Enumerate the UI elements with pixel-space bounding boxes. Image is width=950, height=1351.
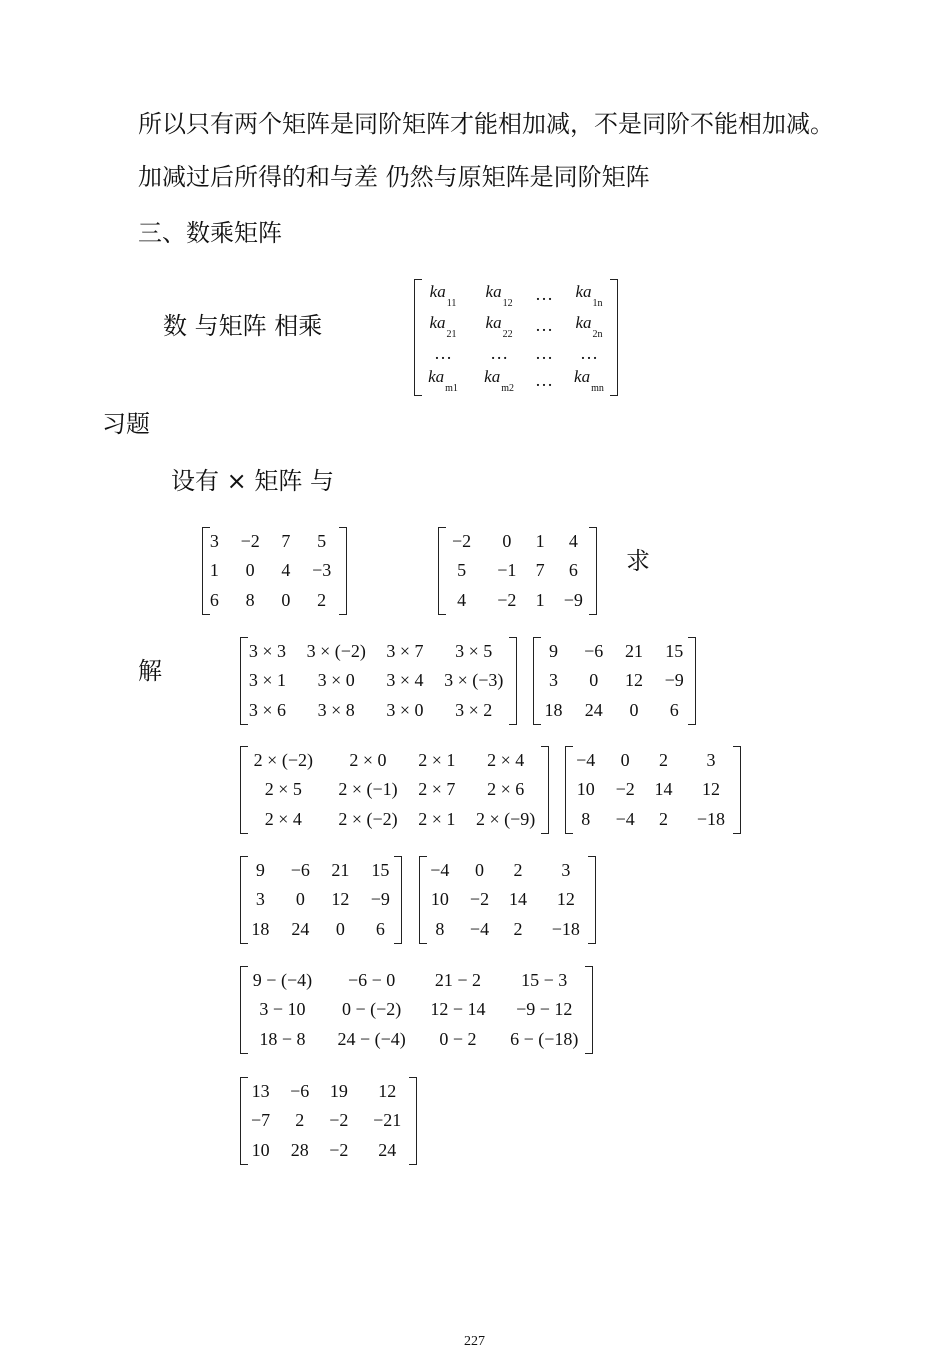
matrix-cell: 3 × 5 xyxy=(455,641,493,662)
matrix-cell: 0 xyxy=(245,560,255,581)
section-heading: 三、数乘矩阵 xyxy=(138,219,282,247)
matrix-cell xyxy=(415,365,471,396)
matrix-entry: … xyxy=(579,342,598,363)
matrix-cell: 3 × 0 xyxy=(386,699,424,720)
matrix-subscript: 11 xyxy=(446,297,457,309)
matrix-cell: −2 xyxy=(615,779,635,800)
matrix-cell: 24 xyxy=(291,918,310,939)
matrix-cell: −4 xyxy=(615,808,635,829)
matrix-cell: 3 × 7 xyxy=(386,641,424,662)
matrix-cell: −1 xyxy=(497,560,517,581)
matrix-difference-expression xyxy=(240,966,593,1054)
matrix-cell: 1 xyxy=(209,560,219,581)
exercise-heading: 习题 xyxy=(102,410,150,438)
matrix-row xyxy=(439,527,596,556)
matrix-cell xyxy=(527,365,561,396)
matrix-cell: −9 xyxy=(370,889,390,910)
matrix-cell: 15 − 3 xyxy=(521,970,568,991)
matrix-a xyxy=(202,527,347,615)
matrix-entry: ka xyxy=(428,367,445,387)
matrix-row xyxy=(203,556,346,585)
matrix-cell: 3 × 1 xyxy=(248,670,287,691)
matrix-cell: 10 xyxy=(430,889,449,910)
matrix-row xyxy=(420,915,595,944)
matrix-entry: ka xyxy=(485,312,502,332)
matrix-cell: 21 xyxy=(624,641,643,662)
matrix-row xyxy=(241,775,548,804)
matrix-subscript: 21 xyxy=(446,328,457,340)
matrix-cell: 21 − 2 xyxy=(434,970,481,991)
matrix-cell: 2 × (−2) xyxy=(338,808,398,829)
matrix-row xyxy=(241,856,401,885)
matrix-cell xyxy=(561,365,617,396)
matrix-cell: 3 × 3 xyxy=(248,641,287,662)
matrix-cell: 2 × 7 xyxy=(418,779,456,800)
matrix-cell: 0 xyxy=(620,750,630,771)
matrix-cell: 6 xyxy=(669,699,679,720)
matrix-row xyxy=(203,527,346,556)
matrix-cell: 2 × 0 xyxy=(349,750,387,771)
matrix-cell: −18 xyxy=(696,808,726,829)
matrix-cell xyxy=(527,341,561,364)
matrix-row xyxy=(439,556,596,585)
matrix-cell: −6 xyxy=(290,860,310,881)
matrix-cell: 5 xyxy=(457,560,467,581)
matrix-cell: 3 × 2 xyxy=(455,699,493,720)
matrix-subscript: 2n xyxy=(592,328,603,340)
matrix-cell: 0 xyxy=(502,531,512,552)
matrix-cell: 12 xyxy=(378,1081,397,1102)
matrix-cell: −7 xyxy=(250,1110,271,1131)
matrix-row xyxy=(439,586,596,615)
matrix-cell: 24 xyxy=(378,1139,397,1160)
matrix-cell: 4 xyxy=(457,589,467,610)
matrix-cell: 2 × 4 xyxy=(487,750,525,771)
matrix-2b-expression xyxy=(240,746,549,834)
matrix-cell: 6 xyxy=(209,589,219,610)
matrix-cell: 2 × (−1) xyxy=(338,779,398,800)
matrix-entry: ka xyxy=(575,312,592,332)
matrix-subscript: m1 xyxy=(445,383,458,395)
matrix-row xyxy=(241,966,592,995)
matrix-cell: 2 xyxy=(658,750,668,771)
matrix-cell: 3 × (−3) xyxy=(444,670,504,691)
matrix-cell: 3 xyxy=(561,860,571,881)
matrix-entry: ka xyxy=(575,281,592,301)
matrix-row xyxy=(566,805,740,834)
matrix-cell: 14 xyxy=(654,779,673,800)
matrix-cell: 3 × 4 xyxy=(386,670,424,691)
matrix-cell: 0 xyxy=(589,670,599,691)
matrix-row xyxy=(420,856,595,885)
matrix-cell: 15 xyxy=(371,860,390,881)
matrix-cell: 1 xyxy=(535,589,545,610)
problem-statement: 设有 × 矩阵 与 xyxy=(171,467,334,495)
matrix-row xyxy=(241,1025,592,1054)
matrix-cell: −6 xyxy=(584,641,604,662)
matrix-cell: 10 xyxy=(251,1139,270,1160)
matrix-cell: 7 xyxy=(281,531,291,552)
matrix-entry: ka xyxy=(429,312,446,332)
matrix-cell: 8 xyxy=(435,918,445,939)
matrix-cell: 7 xyxy=(535,560,545,581)
matrix-cell: 0 xyxy=(475,860,484,881)
matrix-cell: 8 xyxy=(581,808,591,829)
matrix-cell: 12 xyxy=(624,670,643,691)
matrix-3a-expression xyxy=(240,637,517,725)
matrix-cell: 2 xyxy=(513,918,523,939)
matrix-entry: ka xyxy=(574,367,591,387)
matrix-difference-left xyxy=(240,856,402,944)
matrix-subscript: 12 xyxy=(502,297,513,309)
matrix-cell: 2 × (−2) xyxy=(253,750,313,771)
matrix-cell: 6 − (−18) xyxy=(510,1028,579,1049)
matrix-row xyxy=(241,805,548,834)
matrix-cell: 12 xyxy=(331,889,350,910)
matrix-entry: … xyxy=(434,342,453,363)
matrix-cell: 12 xyxy=(701,779,720,800)
matrix-row xyxy=(241,746,548,775)
matrix-cell xyxy=(415,341,471,364)
matrix-cell: 9 − (−4) xyxy=(252,970,313,991)
matrix-cell: 4 xyxy=(568,531,578,552)
matrix-cell: 2 × 5 xyxy=(264,779,302,800)
matrix-cell: 21 xyxy=(331,860,350,881)
matrix-row xyxy=(203,586,346,615)
matrix-cell: 18 xyxy=(251,918,270,939)
matrix-cell: 6 xyxy=(375,918,385,939)
matrix-row xyxy=(241,637,516,666)
matrix-cell: 2 × 1 xyxy=(418,750,456,771)
matrix-subscript: 22 xyxy=(502,328,513,340)
matrix-cell: 4 xyxy=(281,560,291,581)
matrix-cell xyxy=(471,341,527,364)
matrix-cell xyxy=(415,279,471,310)
matrix-entry: ka xyxy=(485,281,502,301)
matrix-cell xyxy=(561,310,617,341)
matrix-cell: −3 xyxy=(312,560,332,581)
matrix-cell: 0 xyxy=(335,918,345,939)
matrix-cell: −2 xyxy=(469,889,490,910)
matrix-row xyxy=(534,637,695,666)
matrix-cell: −2 xyxy=(452,531,472,552)
matrix-cell: 3 xyxy=(255,889,265,910)
matrix-cell: −2 xyxy=(240,531,260,552)
matrix-b xyxy=(438,527,597,615)
matrix-cell: 12 − 14 xyxy=(430,999,486,1020)
matrix-cell: 3 × (−2) xyxy=(306,641,366,662)
matrix-cell: 24 xyxy=(584,699,603,720)
matrix-row xyxy=(415,310,617,341)
matrix-row xyxy=(241,1136,416,1165)
matrix-cell xyxy=(471,279,527,310)
ask-label: 求 xyxy=(626,547,650,575)
matrix-cell: −2 xyxy=(329,1110,349,1131)
scalar-label: 数 与矩阵 相乘 xyxy=(163,312,323,340)
matrix-entry: … xyxy=(535,315,553,336)
matrix-row xyxy=(241,915,401,944)
matrix-cell: 2 × 1 xyxy=(418,808,456,829)
matrix-cell xyxy=(415,310,471,341)
scalar-matrix xyxy=(414,279,618,396)
matrix-cell xyxy=(471,365,527,396)
matrix-row xyxy=(420,885,595,914)
matrix-cell: 9 xyxy=(548,641,558,662)
matrix-difference-right xyxy=(419,856,596,944)
matrix-cell: 13 xyxy=(251,1081,270,1102)
matrix-subscript: m2 xyxy=(501,383,514,395)
solution-label: 解 xyxy=(138,657,162,685)
matrix-cell: 3 × 8 xyxy=(317,699,355,720)
matrix-cell xyxy=(527,279,561,310)
matrix-cell: 12 xyxy=(556,889,575,910)
matrix-entry: ka xyxy=(484,367,501,387)
matrix-cell: 24 − (−4) xyxy=(337,1028,406,1049)
matrix-entry: … xyxy=(535,369,553,390)
matrix-cell xyxy=(561,279,617,310)
matrix-row xyxy=(415,365,617,396)
matrix-row xyxy=(415,341,617,364)
matrix-cell: 3 − 10 xyxy=(259,999,306,1020)
matrix-final-result xyxy=(240,1077,417,1165)
matrix-row xyxy=(241,1106,416,1135)
matrix-row xyxy=(566,746,740,775)
matrix-cell: −2 xyxy=(497,589,517,610)
matrix-cell: 10 xyxy=(576,779,595,800)
matrix-cell: 0 xyxy=(295,889,305,910)
matrix-cell: 5 xyxy=(317,531,327,552)
matrix-row xyxy=(241,696,516,725)
matrix-cell: −18 xyxy=(551,918,580,939)
matrix-cell: 14 xyxy=(508,889,527,910)
matrix-cell: 3 × 0 xyxy=(317,670,355,691)
matrix-cell xyxy=(471,310,527,341)
matrix-cell: 2 × 6 xyxy=(487,779,525,800)
matrix-cell: −9 − 12 xyxy=(516,999,573,1020)
matrix-cell: −2 xyxy=(329,1139,349,1160)
matrix-2b-result xyxy=(565,746,741,834)
matrix-cell: 2 × 4 xyxy=(264,808,302,829)
matrix-cell: 0 − (−2) xyxy=(341,999,402,1020)
matrix-entry: ka xyxy=(429,281,446,301)
matrix-cell: 18 − 8 xyxy=(259,1028,306,1049)
matrix-subscript: 1n xyxy=(592,297,603,309)
matrix-cell: −4 xyxy=(469,918,490,939)
matrix-cell: 3 xyxy=(209,531,219,552)
matrix-row xyxy=(534,696,695,725)
matrix-cell: −9 xyxy=(664,670,684,691)
matrix-entry: … xyxy=(535,284,553,305)
matrix-cell: 3 xyxy=(706,750,716,771)
matrix-cell: 2 xyxy=(513,860,523,881)
matrix-cell: 2 xyxy=(658,808,668,829)
paragraph-line-2: 加减过后所得的和与差 仍然与原矩阵是同阶矩阵 xyxy=(138,163,650,191)
matrix-row xyxy=(241,885,401,914)
matrix-entry: … xyxy=(535,342,553,363)
matrix-cell: 9 xyxy=(255,860,265,881)
matrix-cell xyxy=(561,341,617,364)
matrix-cell: 2 xyxy=(295,1110,305,1131)
matrix-cell xyxy=(527,310,561,341)
matrix-cell: 2 xyxy=(317,589,327,610)
matrix-cell: −4 xyxy=(430,860,450,881)
matrix-cell: 0 xyxy=(281,589,291,610)
matrix-row xyxy=(566,775,740,804)
page-number: 227 xyxy=(464,1334,485,1349)
matrix-row xyxy=(241,666,516,695)
matrix-cell: 8 xyxy=(245,589,255,610)
matrix-cell: −6 xyxy=(290,1081,310,1102)
matrix-entry: … xyxy=(490,342,509,363)
matrix-3a-result xyxy=(533,637,696,725)
matrix-cell: 0 xyxy=(629,699,639,720)
matrix-row xyxy=(534,666,695,695)
matrix-row xyxy=(415,279,617,310)
matrix-cell: 15 xyxy=(665,641,684,662)
matrix-cell: 0 − 2 xyxy=(439,1028,477,1049)
matrix-cell: 18 xyxy=(544,699,563,720)
matrix-cell: 1 xyxy=(535,531,545,552)
paragraph-line-1: 所以只有两个矩阵是同阶矩阵才能相加减，不是同阶不能相加减。 xyxy=(138,110,834,138)
matrix-cell: 2 × (−9) xyxy=(476,808,536,829)
matrix-cell: −21 xyxy=(373,1110,402,1131)
matrix-cell: −9 xyxy=(563,589,583,610)
matrix-cell: 3 × 6 xyxy=(248,699,287,720)
matrix-cell: −4 xyxy=(576,750,596,771)
matrix-cell: −6 − 0 xyxy=(347,970,396,991)
matrix-cell: 6 xyxy=(568,560,578,581)
matrix-row xyxy=(241,1077,416,1106)
matrix-cell: 3 xyxy=(548,670,558,691)
matrix-row xyxy=(241,995,592,1024)
matrix-subscript: mn xyxy=(591,383,604,395)
matrix-cell: 19 xyxy=(329,1081,348,1102)
matrix-cell: 28 xyxy=(290,1139,309,1160)
